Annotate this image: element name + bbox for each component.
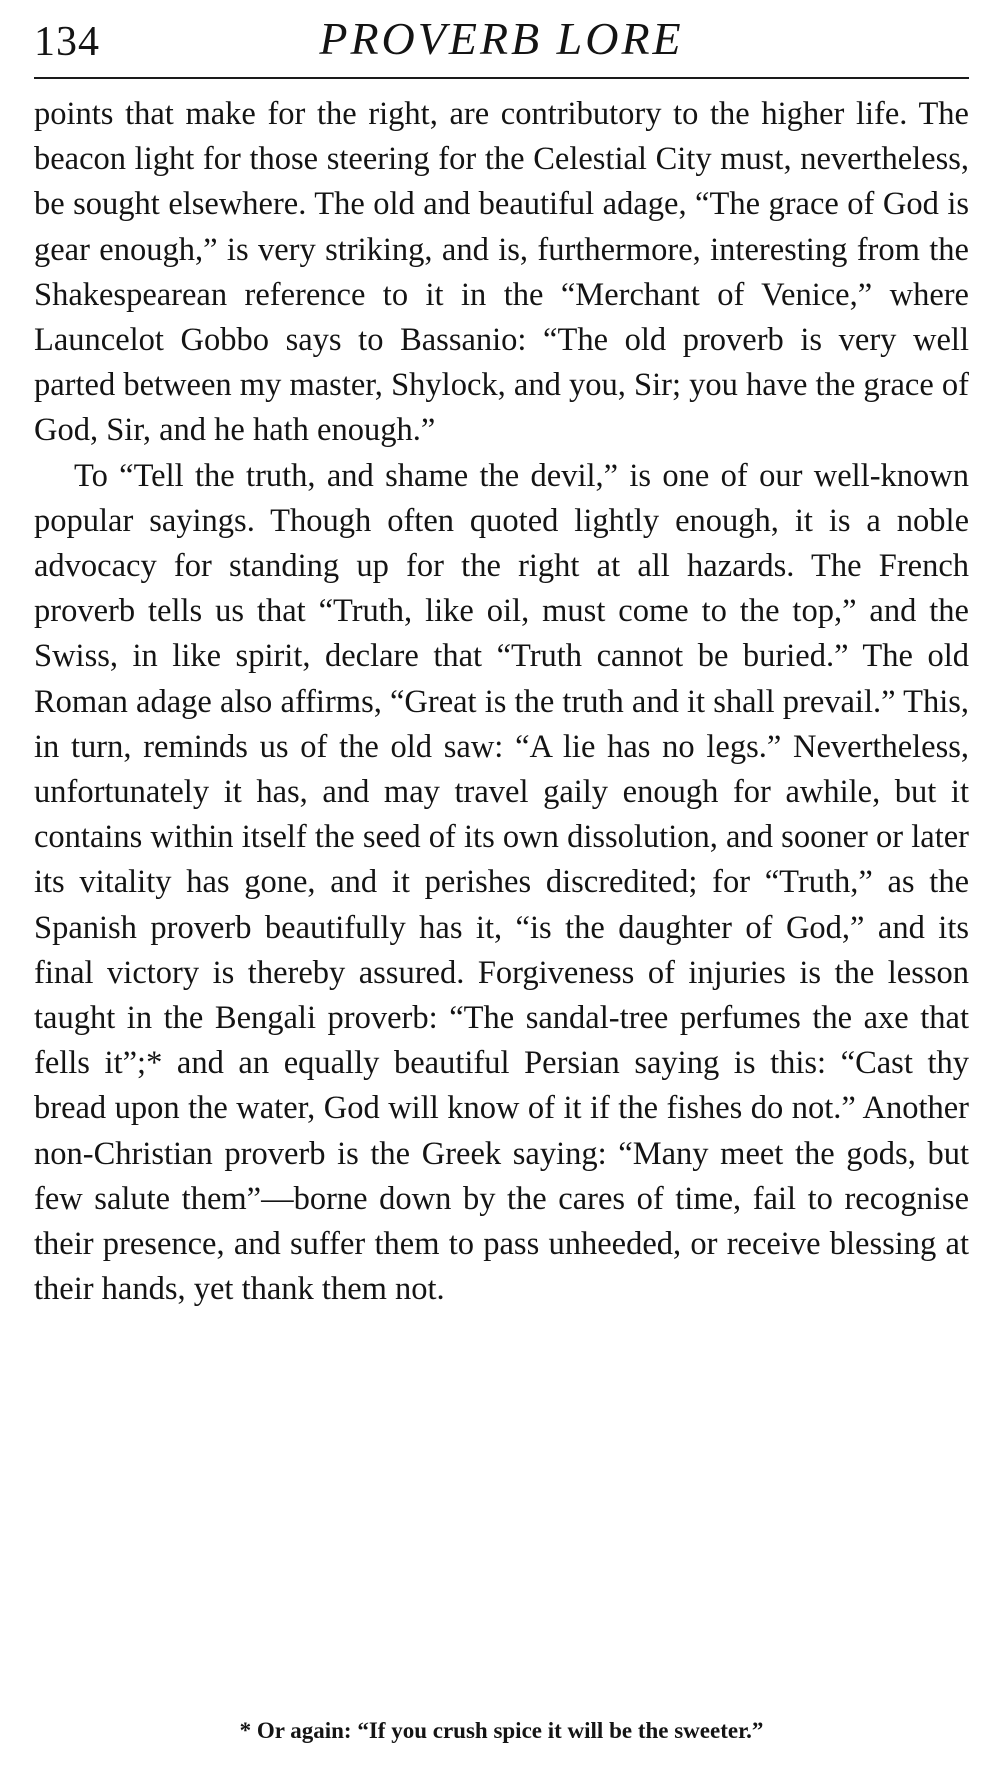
- page-number: 134: [34, 19, 100, 65]
- footnote: * Or again: “If you crush spice it will be the sweeter.”: [239, 1718, 764, 1743]
- running-head: [34, 10, 969, 72]
- running-title: PROVERB LORE: [319, 13, 684, 64]
- header-rule: [34, 77, 969, 79]
- paragraph-truth: To “Tell the truth, and shame the devil,” is one of our well-known popular sayings. Though often quoted lightly enough, it is a noble advocacy for standing up for the right at all hazards. The French proverb tells us that “Truth, like oil, must come to the top,” and the Swiss, in like spirit, declare that “Truth cannot be buried.” The old Roman adage also affirms, “Great is the truth and it shall prevail.” This, in turn, reminds us of the old saw: “A lie has no legs.” Nevertheless, unfortunately it has, and may travel gaily enough for awhile, but it contains within itself the seed of its own dissolution, and sooner or later its vitality has gone, and it perishes discredited; for “Truth,” as the Spanish proverb beautifully has it, “is the daughter of God,” and its final victory is thereby assured. Forgiveness of injuries is the lesson taught in the Bengali proverb: “The sandal-tree perfumes the axe that fells it”;* and an equally beautiful Persian saying is this: “Cast thy bread upon the water, God will know of it if the fishes do not.” Another non-Christian proverb is the Greek saying: “Many meet the gods, but few salute them”—borne down by the cares of time, fail to recognise their presence, and suffer them to pass unheeded, or receive blessing at their hands, yet thank them not.: [34, 457, 969, 1308]
- body-text: [34, 92, 969, 1312]
- paragraph-continued: points that make for the right, are contributory to the higher life. The beacon light for those steering for the Celestial City must, nevertheless, be sought elsewhere. The old and beautiful adage, “The grace of God is gear enough,” is very striking, and is, furthermore, interesting from the Shakespearean reference to it in the “Merchant of Venice,” where Launcelot Gobbo says to Bassanio: “The old proverb is very well parted between my master, Shylock, and you, Sir; you have the grace of God, Sir, and he hath enough.”: [34, 96, 969, 449]
